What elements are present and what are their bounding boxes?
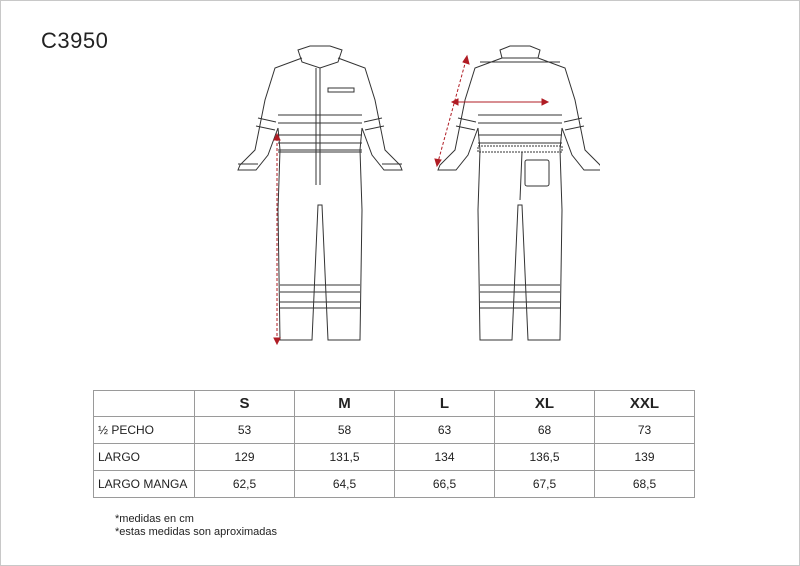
table-cell: 134 [395,444,495,471]
back-body-outline [438,58,600,340]
table-cell: 68,5 [595,471,695,498]
table-cell: 67,5 [495,471,595,498]
table-cell: 64,5 [295,471,395,498]
table-row [94,444,695,471]
note-approximate: *estas medidas son aproximadas [115,526,278,538]
note-units: *medidas en cm [115,513,194,525]
size-header-row [94,391,695,417]
table-cell: 66,5 [395,471,495,498]
size-header-cell: L [395,391,495,417]
table-cell: 62,5 [195,471,295,498]
table-cell: 73 [595,417,695,444]
measurement-lines [274,56,548,344]
size-header-cell: S [195,391,295,417]
coverall-technical-drawing [220,40,600,360]
table-cell: 53 [195,417,295,444]
coverall-back-view [438,46,600,340]
table-cell: 58 [295,417,395,444]
size-header-cell: XXL [595,391,695,417]
row-label: LARGO [94,444,195,471]
row-label: LARGO MANGA [94,471,195,498]
table-cell: 139 [595,444,695,471]
back-pocket [525,160,549,186]
table-cell: 68 [495,417,595,444]
size-header-cell: M [295,391,395,417]
table-row [94,417,695,444]
header-corner-cell [94,391,195,417]
table-cell: 136,5 [495,444,595,471]
size-header-cell: XL [495,391,595,417]
coverall-front-view [238,46,402,340]
measurement-notes [115,513,277,539]
row-label: ½ PECHO [94,417,195,444]
chest-pocket [328,88,354,92]
product-code: C3950 [41,28,109,53]
table-cell: 129 [195,444,295,471]
table-row [94,471,695,498]
largo-manga-measure-line [438,60,466,162]
back-collar [500,46,540,58]
table-cell: 63 [395,417,495,444]
front-collar [298,46,342,68]
size-chart-table [93,390,695,498]
elastic-waist [478,146,562,152]
table-cell: 131,5 [295,444,395,471]
